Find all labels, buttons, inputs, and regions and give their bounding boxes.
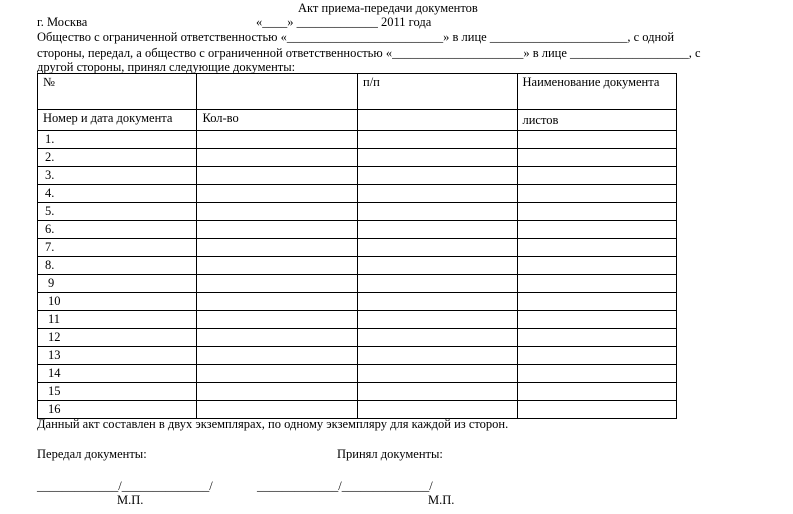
table-cell <box>517 185 677 203</box>
table-row <box>38 311 677 329</box>
table-cell <box>197 275 358 293</box>
receiver-stamp: М.П. <box>428 493 455 507</box>
table-cell <box>358 293 517 311</box>
row-number: 8. <box>38 257 197 275</box>
row-number: 6. <box>38 221 197 239</box>
table-cell <box>517 131 677 149</box>
header-number: № <box>38 74 197 110</box>
row-number: 12 <box>38 329 197 347</box>
header-doc-name: Наименование документа <box>517 74 677 110</box>
table-header-row <box>38 74 677 110</box>
table-row <box>38 149 677 167</box>
table-cell <box>197 185 358 203</box>
table-cell <box>517 203 677 221</box>
table-row <box>38 329 677 347</box>
table-cell <box>358 329 517 347</box>
table-row <box>38 221 677 239</box>
row-number: 14 <box>38 365 197 383</box>
table-cell <box>358 239 517 257</box>
table-cell <box>517 149 677 167</box>
header-doc-number-date: Номер и дата документа <box>38 110 197 131</box>
sender-stamp: М.П. <box>117 493 144 507</box>
table-row <box>38 203 677 221</box>
document-title: Акт приема-передачи документов <box>298 1 478 15</box>
closing-statement: Данный акт составлен в двух экземплярах, по одному экземпляру для каждой из сторон. <box>37 417 509 431</box>
table-row <box>38 257 677 275</box>
table-row <box>38 167 677 185</box>
documents-table <box>37 73 677 419</box>
table-row <box>38 293 677 311</box>
header-sheets: листов <box>517 110 677 131</box>
header-empty <box>197 74 358 110</box>
row-number: 15 <box>38 383 197 401</box>
table-row <box>38 365 677 383</box>
row-number: 13 <box>38 347 197 365</box>
table-cell <box>517 401 677 419</box>
table-cell <box>517 329 677 347</box>
body-line-3: другой стороны, принял следующие документы: <box>37 60 296 74</box>
row-number: 1. <box>38 131 197 149</box>
table-cell <box>197 257 358 275</box>
table-cell <box>358 221 517 239</box>
table-row <box>38 383 677 401</box>
row-number: 2. <box>38 149 197 167</box>
receiver-signature-line: _____________/______________/ <box>257 479 433 493</box>
table-cell <box>197 347 358 365</box>
table-cell <box>358 311 517 329</box>
table-cell <box>358 347 517 365</box>
table-cell <box>517 347 677 365</box>
date-line: «____» _____________ 2011 года <box>256 15 432 29</box>
table-cell <box>197 311 358 329</box>
header-pp: п/п <box>358 74 517 110</box>
table-cell <box>517 257 677 275</box>
table-cell <box>358 131 517 149</box>
table-row <box>38 275 677 293</box>
table-cell <box>358 185 517 203</box>
table-cell <box>197 365 358 383</box>
table-cell <box>197 149 358 167</box>
receiver-label: Принял документы: <box>337 447 443 461</box>
table-cell <box>197 383 358 401</box>
table-cell <box>197 239 358 257</box>
row-number: 3. <box>38 167 197 185</box>
table-cell <box>517 293 677 311</box>
table-cell <box>197 329 358 347</box>
row-number: 11 <box>38 311 197 329</box>
table-cell <box>358 365 517 383</box>
table-cell <box>358 383 517 401</box>
table-row <box>38 131 677 149</box>
table-cell <box>197 293 358 311</box>
table-cell <box>358 257 517 275</box>
table-header-row <box>38 110 677 131</box>
table-cell <box>197 221 358 239</box>
table-row <box>38 239 677 257</box>
row-number: 16 <box>38 401 197 419</box>
table-cell <box>517 383 677 401</box>
table-cell <box>517 239 677 257</box>
table-cell <box>517 311 677 329</box>
table-cell <box>197 203 358 221</box>
table-cell <box>358 203 517 221</box>
table-cell <box>197 167 358 185</box>
table-cell <box>197 131 358 149</box>
sender-label: Передал документы: <box>37 447 147 461</box>
city: г. Москва <box>37 15 88 29</box>
sender-signature-line: _____________/______________/ <box>37 479 213 493</box>
table-cell <box>517 365 677 383</box>
table-cell <box>358 275 517 293</box>
table-row <box>38 347 677 365</box>
row-number: 5. <box>38 203 197 221</box>
table-cell <box>517 275 677 293</box>
table-row <box>38 185 677 203</box>
row-number: 4. <box>38 185 197 203</box>
table-cell <box>517 221 677 239</box>
row-number: 9 <box>38 275 197 293</box>
header-quantity: Кол-во <box>197 110 358 131</box>
row-number: 10 <box>38 293 197 311</box>
body-line-2: стороны, передал, а общество с ограниченной ответственностью «_____________________» в лице ___________________, с <box>37 46 701 60</box>
table-cell <box>358 167 517 185</box>
row-number: 7. <box>38 239 197 257</box>
body-line-1: Общество с ограниченной ответственностью «_________________________» в лице ______________________, с одной <box>37 30 675 44</box>
table-cell <box>358 149 517 167</box>
header-empty <box>358 110 517 131</box>
table-cell <box>517 167 677 185</box>
